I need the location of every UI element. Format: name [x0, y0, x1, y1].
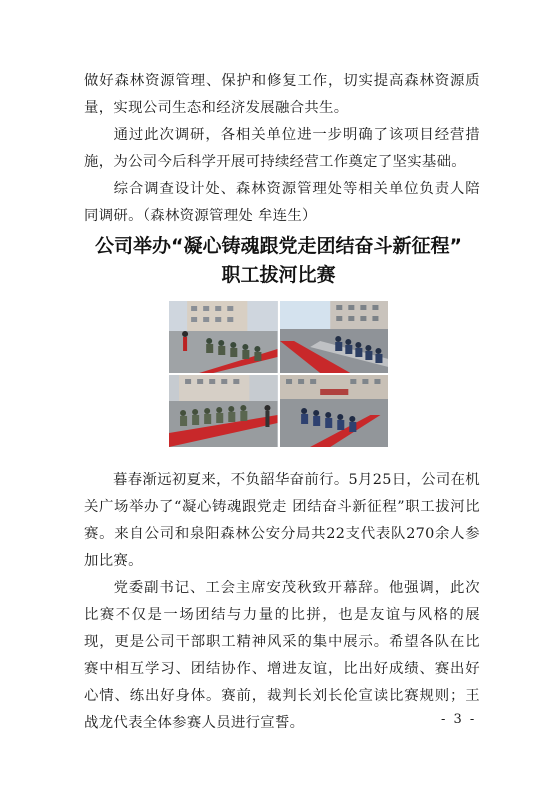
page-number: - 3 - [441, 712, 477, 727]
tug-of-war-photo-1 [169, 301, 278, 373]
paragraph-attendees: 综合调查设计处、森林资源管理处等相关单位负责人陪同调研。（森林资源管理处 牟连生） [84, 181, 480, 224]
article-title-line1: 公司举办“凝心铸魂跟党走团结奋斗新征程” [95, 235, 462, 257]
paragraph-continuation: 做好森林资源管理、保护和修复工作，切实提高森林资源质量，实现公司生态和经济发展融合共生。 [84, 73, 480, 116]
tug-of-war-photo-3 [169, 375, 278, 447]
paragraph-survey-result: 通过此次调研，各相关单位进一步明确了该项目经营措施，为公司今后科学开展可持续经营工作奠定了坚实基础。 [84, 127, 480, 170]
paragraph-opening-speech: 党委副书记、工会主席安茂秋致开幕辞。他强调，此次比赛不仅是一场团结与力量的比拼，也是友谊与风格的展现，更是公司干部职工精神风采的集中展示。希望各队在比赛中相互学习、团结协作、增进友谊，比出好成绩、赛出好心情、练出好身体。赛前，裁判长刘长伦宣读比赛规则；王战龙代表全体参赛人员进行宣誓。 [84, 580, 480, 731]
paragraph-event-intro: 暮春渐远初夏来，不负韶华奋前行。5月25日，公司在机关广场举办了“凝心铸魂跟党走 团结奋斗新征程”职工拔河比赛。来自公司和泉阳森林公安分局共22支代表队270余人参加比赛。 [84, 472, 480, 569]
photo-collage [169, 301, 388, 447]
tug-of-war-photo-2 [280, 301, 389, 373]
tug-of-war-photo-4 [280, 375, 389, 447]
article-title-line2: 职工拔河比赛 [221, 264, 336, 286]
